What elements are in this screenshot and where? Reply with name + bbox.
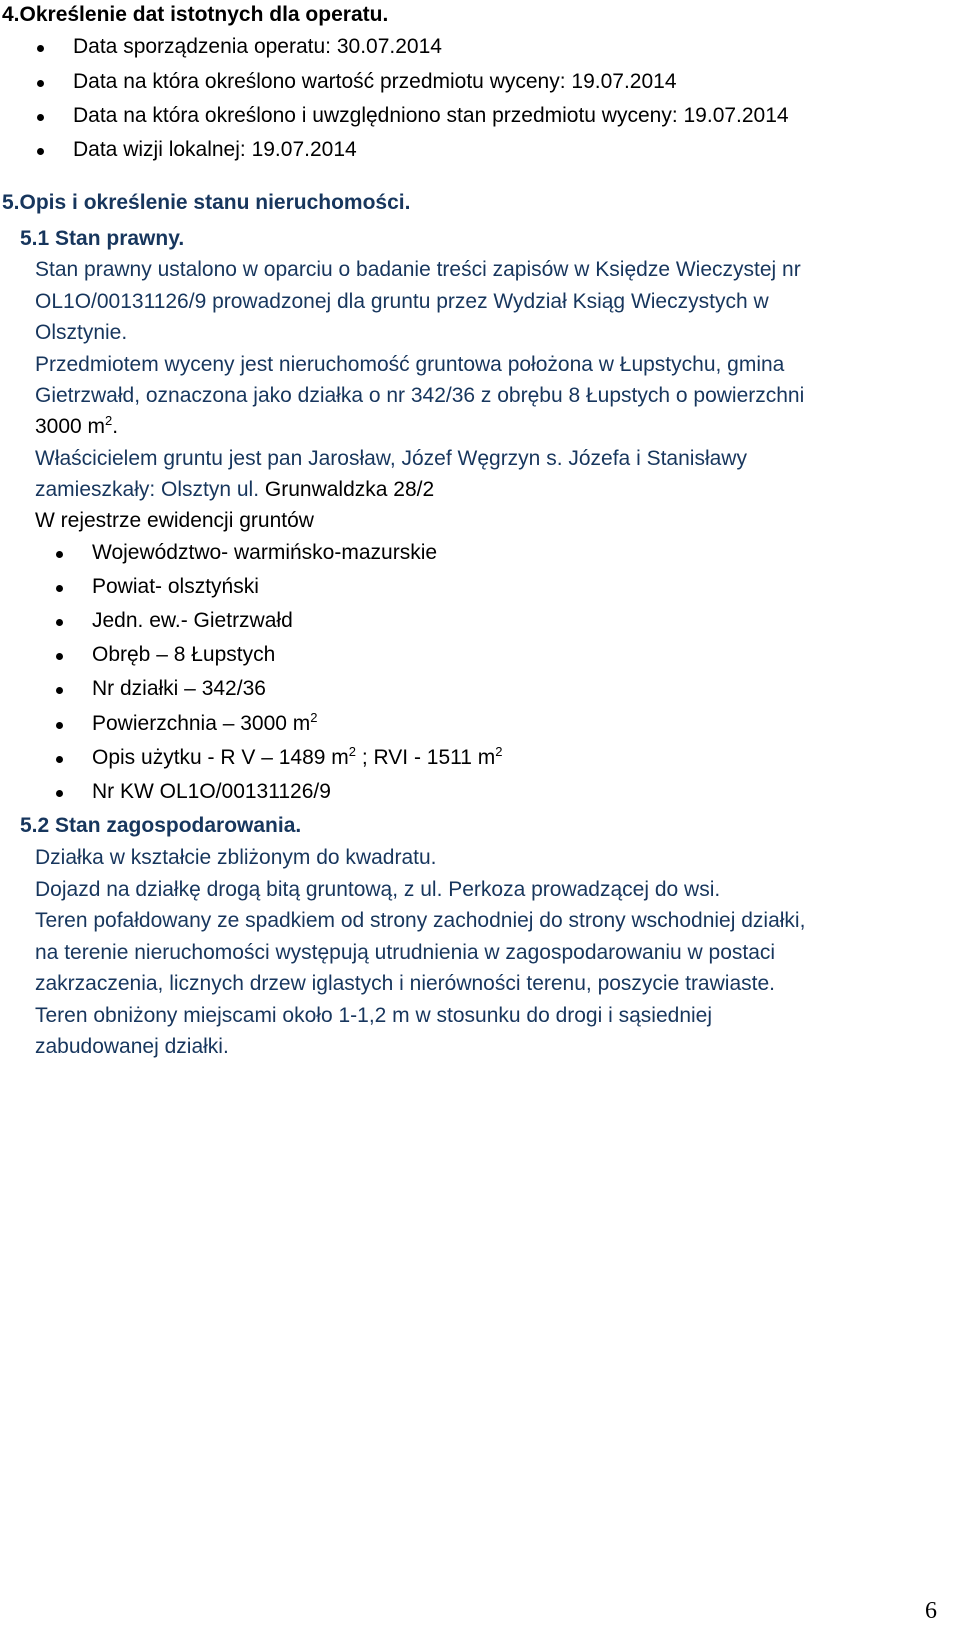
- section-4-heading: 4.Określenie dat istotnych dla operatu.: [2, 3, 389, 26]
- date-item-state: Data na która określono i uwzględniono stan przedmiotu wyceny: 19.07.2014: [73, 104, 789, 127]
- section-5-2-heading: 5.2 Stan zagospodarowania.: [20, 814, 302, 837]
- bullet-icon: [37, 80, 44, 87]
- development-paragraph-line: Teren pofałdowany ze spadkiem od strony zachodniej do strony wschodniej działki,: [35, 909, 806, 932]
- owner-address-start: zamieszkały: Olsztyn ul.: [35, 478, 260, 501]
- development-paragraph-line: zakrzaczenia, licznych drzew iglastych i nierówności terenu, poszycie trawiaste.: [35, 972, 775, 995]
- development-paragraph-line: na terenie nieruchomości występują utrudnienia w zagospodarowaniu w postaci: [35, 941, 776, 964]
- development-paragraph-line: Działka w kształcie zbliżonym do kwadratu.: [35, 846, 437, 869]
- bullet-icon: [56, 722, 63, 729]
- page-number: 6: [925, 1598, 937, 1624]
- bullet-icon: [56, 756, 63, 763]
- owner-address-street: Grunwaldzka 28/2: [259, 478, 435, 501]
- register-area-text: Powierzchnia – 3000 m: [92, 712, 311, 735]
- register-county: Powiat- olsztyński: [92, 575, 259, 598]
- section-5-1-heading: 5.1 Stan prawny.: [20, 227, 185, 250]
- register-intro: W rejestrze ewidencji gruntów: [35, 509, 314, 532]
- date-item-valuation: Data na która określono wartość przedmiotu wyceny: 19.07.2014: [73, 70, 677, 93]
- date-item-inspection: Data wizji lokalnej: 19.07.2014: [73, 138, 357, 161]
- subject-area-line: [35, 414, 118, 440]
- owner-paragraph-line: Właścicielem gruntu jest pan Jarosław, Józef Węgrzyn s. Józefa i Stanisławy: [35, 447, 747, 470]
- bullet-icon: [37, 45, 44, 52]
- period: .: [112, 415, 119, 438]
- area-value: 3000 m: [35, 415, 106, 438]
- legal-paragraph-line: Stan prawny ustalono w oparciu o badanie treści zapisów w Księdze Wieczystej nr: [35, 258, 801, 281]
- superscript: 2: [105, 413, 113, 428]
- subject-paragraph-line: Gietrzwałd, oznaczona jako działka o nr 342/36 z obrębu 8 Łupstych o powierzchni: [35, 384, 805, 407]
- bullet-icon: [37, 148, 44, 155]
- development-paragraph-line: zabudowanej działki.: [35, 1035, 229, 1058]
- bullet-icon: [37, 114, 44, 121]
- register-land-book: Nr KW OL1O/00131126/9: [92, 780, 331, 803]
- bullet-icon: [56, 619, 63, 626]
- register-precinct: Obręb – 8 Łupstych: [92, 643, 276, 666]
- subject-paragraph-line: Przedmiotem wyceny jest nieruchomość gruntowa położona w Łupstychu, gmina: [35, 353, 785, 376]
- register-plot-number: Nr działki – 342/36: [92, 677, 266, 700]
- bullet-icon: [56, 687, 63, 694]
- date-item-preparation: Data sporządzenia operatu: 30.07.2014: [73, 35, 442, 58]
- register-land-use: [92, 745, 503, 771]
- bullet-icon: [56, 790, 63, 797]
- development-paragraph-line: Dojazd na działkę drogą bitą gruntową, z ul. Perkoza prowadzącej do wsi.: [35, 878, 721, 901]
- development-paragraph-line: Teren obniżony miejscami około 1-1,2 m w stosunku do drogi i sąsiedniej: [35, 1004, 713, 1027]
- register-voivodeship: Województwo- warmińsko-mazurskie: [92, 541, 438, 564]
- bullet-icon: [56, 551, 63, 558]
- section-5-heading: 5.Opis i określenie stanu nieruchomości.: [2, 191, 411, 214]
- superscript: 2: [495, 744, 503, 759]
- legal-paragraph-line: OL1O/00131126/9 prowadzonej dla gruntu przez Wydział Ksiąg Wieczystych w: [35, 290, 769, 313]
- register-unit: Jedn. ew.- Gietrzwałd: [92, 609, 293, 632]
- superscript: 2: [310, 710, 318, 725]
- owner-address-line: [35, 477, 434, 503]
- land-use-part-b: ; RVI - 1511 m: [356, 746, 496, 769]
- land-use-part-a: Opis użytku - R V – 1489 m: [92, 746, 349, 769]
- bullet-icon: [56, 585, 63, 592]
- register-area: [92, 711, 318, 737]
- bullet-icon: [56, 653, 63, 660]
- superscript: 2: [348, 744, 357, 759]
- legal-paragraph-line: Olsztynie.: [35, 321, 128, 344]
